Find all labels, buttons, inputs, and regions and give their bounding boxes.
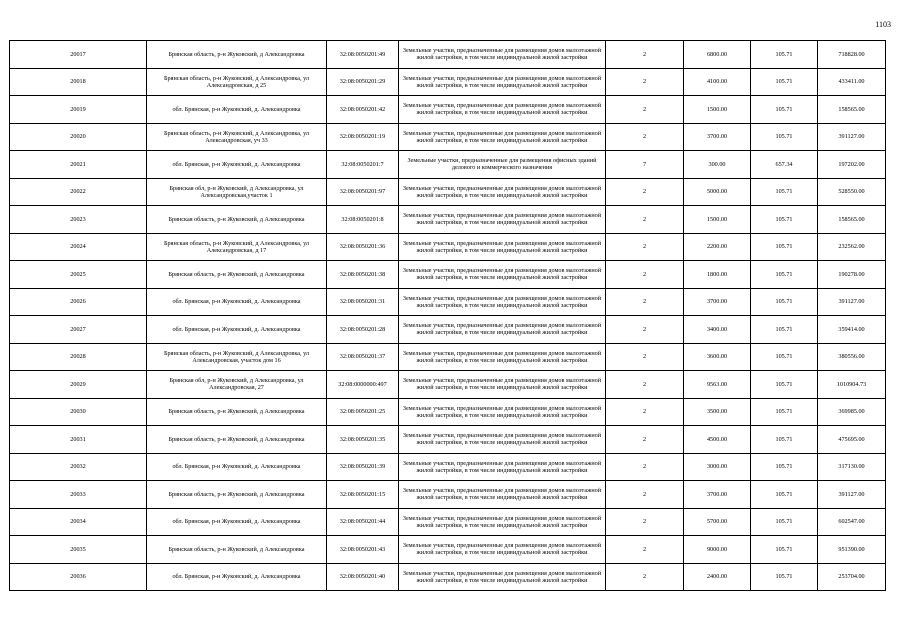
table-row bbox=[10, 261, 886, 289]
cell-group: 2 bbox=[606, 178, 684, 206]
cell-permitted-use: Земельные участки, предназначенные для размещения домов малоэтажной жилой застройки, в том числе индивидуальной жилой застройки bbox=[399, 41, 606, 69]
cell-address: Брянская область, р-н Жуковский, д Александровка, ул Александровская, д 17 bbox=[147, 233, 327, 261]
cell-cadastral-value: 158565.00 bbox=[818, 96, 886, 124]
cell-area: 3000.00 bbox=[684, 453, 751, 481]
cell-specific-value: 105.71 bbox=[751, 68, 818, 96]
cell-permitted-use: Земельные участки, предназначенные для размещения домов малоэтажной жилой застройки, в том числе индивидуальной жилой застройки bbox=[399, 288, 606, 316]
table-row bbox=[10, 536, 886, 564]
cell-permitted-use: Земельные участки, предназначенные для размещения домов малоэтажной жилой застройки, в том числе индивидуальной жилой застройки bbox=[399, 343, 606, 371]
cell-specific-value: 105.71 bbox=[751, 123, 818, 151]
cell-row-number: 20021 bbox=[10, 151, 147, 179]
cell-row-number: 20026 bbox=[10, 288, 147, 316]
cell-cadastral-number: 32:08:0050201:7 bbox=[327, 151, 399, 179]
cell-cadastral-value: 528550.00 bbox=[818, 178, 886, 206]
table-row bbox=[10, 343, 886, 371]
cell-area: 5700.00 bbox=[684, 508, 751, 536]
cell-cadastral-value: 951390.00 bbox=[818, 536, 886, 564]
cell-row-number: 20024 bbox=[10, 233, 147, 261]
cell-cadastral-number: 32:08:0050201:29 bbox=[327, 68, 399, 96]
table-row bbox=[10, 178, 886, 206]
cell-specific-value: 105.71 bbox=[751, 41, 818, 69]
cell-address: обл. Брянская, р-н Жуковский, д. Александровка bbox=[147, 288, 327, 316]
cell-permitted-use: Земельные участки, предназначенные для размещения домов малоэтажной жилой застройки, в том числе индивидуальной жилой застройки bbox=[399, 96, 606, 124]
cell-permitted-use: Земельные участки, предназначенные для размещения домов малоэтажной жилой застройки, в том числе индивидуальной жилой застройки bbox=[399, 123, 606, 151]
cell-specific-value: 105.71 bbox=[751, 261, 818, 289]
table-row bbox=[10, 288, 886, 316]
cell-cadastral-number: 32:08:0050201:31 bbox=[327, 288, 399, 316]
cell-area: 9000.00 bbox=[684, 536, 751, 564]
cell-row-number: 20031 bbox=[10, 426, 147, 454]
cell-group: 2 bbox=[606, 398, 684, 426]
cell-row-number: 20030 bbox=[10, 398, 147, 426]
cell-area: 1800.00 bbox=[684, 261, 751, 289]
cell-group: 2 bbox=[606, 536, 684, 564]
cell-group: 2 bbox=[606, 123, 684, 151]
cell-row-number: 20020 bbox=[10, 123, 147, 151]
cell-cadastral-number: 32:08:0050201:39 bbox=[327, 453, 399, 481]
cell-area: 4500.00 bbox=[684, 426, 751, 454]
cell-address: обл. Брянская, р-н Жуковский, д. Александровка bbox=[147, 316, 327, 344]
cell-cadastral-number: 32:08:0000000:497 bbox=[327, 371, 399, 399]
table-row bbox=[10, 316, 886, 344]
cell-cadastral-number: 32:08:0050201:36 bbox=[327, 233, 399, 261]
cell-cadastral-number: 32:08:0050201:49 bbox=[327, 41, 399, 69]
cell-row-number: 20032 bbox=[10, 453, 147, 481]
cell-area: 2400.00 bbox=[684, 563, 751, 591]
cell-cadastral-number: 32:08:0050201:40 bbox=[327, 563, 399, 591]
cell-group: 2 bbox=[606, 563, 684, 591]
cell-specific-value: 105.71 bbox=[751, 426, 818, 454]
cell-address: обл. Брянская, р-н Жуковский, д. Александровка bbox=[147, 508, 327, 536]
cell-area: 9563.00 bbox=[684, 371, 751, 399]
cell-cadastral-value: 718828.00 bbox=[818, 41, 886, 69]
cell-cadastral-number: 32:08:0050201:35 bbox=[327, 426, 399, 454]
cell-specific-value: 105.71 bbox=[751, 233, 818, 261]
cell-address: Брянская область, р-н Жуковский, д Александровка bbox=[147, 536, 327, 564]
cell-permitted-use: Земельные участки, предназначенные для размещения домов малоэтажной жилой застройки, в том числе индивидуальной жилой застройки bbox=[399, 261, 606, 289]
cell-area: 6800.00 bbox=[684, 41, 751, 69]
cell-specific-value: 105.71 bbox=[751, 481, 818, 509]
cell-specific-value: 105.71 bbox=[751, 178, 818, 206]
cell-permitted-use: Земельные участки, предназначенные для размещения домов малоэтажной жилой застройки, в том числе индивидуальной жилой застройки bbox=[399, 371, 606, 399]
cell-row-number: 20028 bbox=[10, 343, 147, 371]
table-body bbox=[10, 41, 886, 591]
cell-group: 2 bbox=[606, 41, 684, 69]
cell-address: обл. Брянская, р-н Жуковский, д. Александровка bbox=[147, 151, 327, 179]
cell-address: Брянская область, р-н Жуковский, д Александровка, ул Александровская, участок дом 16 bbox=[147, 343, 327, 371]
cell-group: 2 bbox=[606, 481, 684, 509]
cell-row-number: 20036 bbox=[10, 563, 147, 591]
cell-specific-value: 105.71 bbox=[751, 508, 818, 536]
cell-group: 2 bbox=[606, 453, 684, 481]
table-row bbox=[10, 151, 886, 179]
cell-cadastral-number: 32:08:0050201:38 bbox=[327, 261, 399, 289]
cell-permitted-use: Земельные участки, предназначенные для размещения домов малоэтажной жилой застройки, в том числе индивидуальной жилой застройки bbox=[399, 426, 606, 454]
cadastral-value-table bbox=[9, 40, 886, 591]
cell-cadastral-number: 32:08:0050201:97 bbox=[327, 178, 399, 206]
cell-cadastral-number: 32:08:0050201:19 bbox=[327, 123, 399, 151]
cell-row-number: 20019 bbox=[10, 96, 147, 124]
cell-specific-value: 105.71 bbox=[751, 453, 818, 481]
cell-cadastral-value: 433411.00 bbox=[818, 68, 886, 96]
cell-specific-value: 105.71 bbox=[751, 96, 818, 124]
cell-permitted-use: Земельные участки, предназначенные для размещения домов малоэтажной жилой застройки, в том числе индивидуальной жилой застройки bbox=[399, 206, 606, 234]
cell-group: 2 bbox=[606, 206, 684, 234]
cell-permitted-use: Земельные участки, предназначенные для размещения домов малоэтажной жилой застройки, в том числе индивидуальной жилой застройки bbox=[399, 178, 606, 206]
table-row bbox=[10, 563, 886, 591]
cell-cadastral-value: 602547.00 bbox=[818, 508, 886, 536]
cell-group: 2 bbox=[606, 233, 684, 261]
cell-address: Брянская область, р-н Жуковский, д Александровка bbox=[147, 426, 327, 454]
cell-address: Брянская область, р-н Жуковский, д Александровка bbox=[147, 261, 327, 289]
cell-specific-value: 105.71 bbox=[751, 398, 818, 426]
cell-permitted-use: Земельные участки, предназначенные для размещения домов малоэтажной жилой застройки, в том числе индивидуальной жилой застройки bbox=[399, 481, 606, 509]
cell-cadastral-value: 317130.00 bbox=[818, 453, 886, 481]
table-row bbox=[10, 508, 886, 536]
cell-cadastral-value: 369985.00 bbox=[818, 398, 886, 426]
cell-permitted-use: Земельные участки, предназначенные для размещения домов малоэтажной жилой застройки, в том числе индивидуальной жилой застройки bbox=[399, 536, 606, 564]
cell-row-number: 20029 bbox=[10, 371, 147, 399]
cell-cadastral-value: 253704.00 bbox=[818, 563, 886, 591]
cell-cadastral-number: 32:08:0050201:43 bbox=[327, 536, 399, 564]
cell-permitted-use: Земельные участки, предназначенные для размещения домов малоэтажной жилой застройки, в том числе индивидуальной жилой застройки bbox=[399, 453, 606, 481]
cell-area: 1500.00 bbox=[684, 206, 751, 234]
cell-cadastral-number: 32:08:0050201:25 bbox=[327, 398, 399, 426]
page-number: 1103 bbox=[875, 20, 891, 29]
cell-permitted-use: Земельные участки, предназначенные для размещения домов малоэтажной жилой застройки, в том числе индивидуальной жилой застройки bbox=[399, 508, 606, 536]
cell-specific-value: 105.71 bbox=[751, 371, 818, 399]
cell-row-number: 20023 bbox=[10, 206, 147, 234]
cell-row-number: 20033 bbox=[10, 481, 147, 509]
cell-group: 2 bbox=[606, 371, 684, 399]
cell-address: обл. Брянская, р-н Жуковский, д. Александровка bbox=[147, 563, 327, 591]
table-row bbox=[10, 233, 886, 261]
cell-row-number: 20018 bbox=[10, 68, 147, 96]
cell-address: Брянская область, р-н Жуковский, д Александровка bbox=[147, 41, 327, 69]
cell-cadastral-value: 1010904.73 bbox=[818, 371, 886, 399]
cell-area: 300.00 bbox=[684, 151, 751, 179]
cell-row-number: 20034 bbox=[10, 508, 147, 536]
cell-specific-value: 105.71 bbox=[751, 316, 818, 344]
table-row bbox=[10, 123, 886, 151]
cell-area: 2200.00 bbox=[684, 233, 751, 261]
cell-group: 2 bbox=[606, 261, 684, 289]
cell-cadastral-value: 197202.00 bbox=[818, 151, 886, 179]
cell-cadastral-value: 359414.00 bbox=[818, 316, 886, 344]
table-row bbox=[10, 96, 886, 124]
cell-permitted-use: Земельные участки, предназначенные для размещения домов малоэтажной жилой застройки, в том числе индивидуальной жилой застройки bbox=[399, 233, 606, 261]
cell-cadastral-value: 158565.00 bbox=[818, 206, 886, 234]
cell-area: 5000.00 bbox=[684, 178, 751, 206]
cell-address: Брянская обл, р-н Жуковский, д Александровка, ул Александровская, 27 bbox=[147, 371, 327, 399]
cell-permitted-use: Земельные участки, предназначенные для размещения домов малоэтажной жилой застройки, в том числе индивидуальной жилой застройки bbox=[399, 68, 606, 96]
cell-cadastral-value: 232562.00 bbox=[818, 233, 886, 261]
cell-area: 3700.00 bbox=[684, 481, 751, 509]
cell-cadastral-value: 391127.00 bbox=[818, 123, 886, 151]
table-row bbox=[10, 453, 886, 481]
cell-cadastral-number: 32:08:0050201:15 bbox=[327, 481, 399, 509]
table-row bbox=[10, 398, 886, 426]
cell-cadastral-number: 32:08:0050201:28 bbox=[327, 316, 399, 344]
cell-group: 7 bbox=[606, 151, 684, 179]
cell-cadastral-value: 475695.00 bbox=[818, 426, 886, 454]
cell-address: обл. Брянская, р-н Жуковский, д. Александровка bbox=[147, 96, 327, 124]
cell-area: 4100.00 bbox=[684, 68, 751, 96]
table-row bbox=[10, 41, 886, 69]
cell-row-number: 20035 bbox=[10, 536, 147, 564]
cell-specific-value: 105.71 bbox=[751, 563, 818, 591]
cell-area: 3400.00 bbox=[684, 316, 751, 344]
table-row bbox=[10, 426, 886, 454]
cell-area: 3500.00 bbox=[684, 398, 751, 426]
cell-group: 2 bbox=[606, 96, 684, 124]
table-row bbox=[10, 481, 886, 509]
cell-address: Брянская обл, р-н Жуковский, д Александровка, ул Александровская,участок 1 bbox=[147, 178, 327, 206]
cell-address: Брянская область, р-н Жуковский, д Александровка bbox=[147, 481, 327, 509]
cell-cadastral-value: 190278.00 bbox=[818, 261, 886, 289]
cell-cadastral-value: 380556.00 bbox=[818, 343, 886, 371]
table-row bbox=[10, 371, 886, 399]
cell-group: 2 bbox=[606, 508, 684, 536]
cell-cadastral-number: 32:08:0050201:8 bbox=[327, 206, 399, 234]
cell-permitted-use: Земельные участки, предназначенные для размещения домов малоэтажной жилой застройки, в том числе индивидуальной жилой застройки bbox=[399, 316, 606, 344]
cell-group: 2 bbox=[606, 343, 684, 371]
cell-cadastral-number: 32:08:0050201:42 bbox=[327, 96, 399, 124]
cell-permitted-use: Земельные участки, предназначенные для размещения домов малоэтажной жилой застройки, в том числе индивидуальной жилой застройки bbox=[399, 563, 606, 591]
cell-group: 2 bbox=[606, 316, 684, 344]
cell-group: 2 bbox=[606, 426, 684, 454]
cell-cadastral-value: 391127.00 bbox=[818, 288, 886, 316]
cell-group: 2 bbox=[606, 68, 684, 96]
cell-cadastral-number: 32:08:0050201:44 bbox=[327, 508, 399, 536]
cell-area: 1500.00 bbox=[684, 96, 751, 124]
cell-specific-value: 105.71 bbox=[751, 206, 818, 234]
cell-area: 3700.00 bbox=[684, 288, 751, 316]
cell-specific-value: 105.71 bbox=[751, 536, 818, 564]
cell-specific-value: 105.71 bbox=[751, 343, 818, 371]
cell-row-number: 20022 bbox=[10, 178, 147, 206]
table-row bbox=[10, 206, 886, 234]
cell-address: обл. Брянская, р-н Жуковский, д. Александровка bbox=[147, 453, 327, 481]
cell-row-number: 20025 bbox=[10, 261, 147, 289]
cell-group: 2 bbox=[606, 288, 684, 316]
cell-area: 3700.00 bbox=[684, 123, 751, 151]
cell-permitted-use: Земельные участки, предназначенные для размещения офисных зданий делового и коммерческого назначения bbox=[399, 151, 606, 179]
cell-address: Брянская область, р-н Жуковский, д Александровка, ул Александровская, д 25 bbox=[147, 68, 327, 96]
cell-address: Брянская область, р-н Жуковский, д Александровка bbox=[147, 398, 327, 426]
cell-permitted-use: Земельные участки, предназначенные для размещения домов малоэтажной жилой застройки, в том числе индивидуальной жилой застройки bbox=[399, 398, 606, 426]
cell-row-number: 20027 bbox=[10, 316, 147, 344]
cell-cadastral-value: 391127.00 bbox=[818, 481, 886, 509]
cell-cadastral-number: 32:08:0050201:37 bbox=[327, 343, 399, 371]
cell-specific-value: 105.71 bbox=[751, 288, 818, 316]
cell-address: Брянская область, р-н Жуковский, д Александровка bbox=[147, 206, 327, 234]
table-row bbox=[10, 68, 886, 96]
cell-area: 3600.00 bbox=[684, 343, 751, 371]
cell-row-number: 20017 bbox=[10, 41, 147, 69]
cell-specific-value: 657.34 bbox=[751, 151, 818, 179]
cell-address: Брянская область, р-н Жуковский, д Александровка, ул Александровская, уч 33 bbox=[147, 123, 327, 151]
